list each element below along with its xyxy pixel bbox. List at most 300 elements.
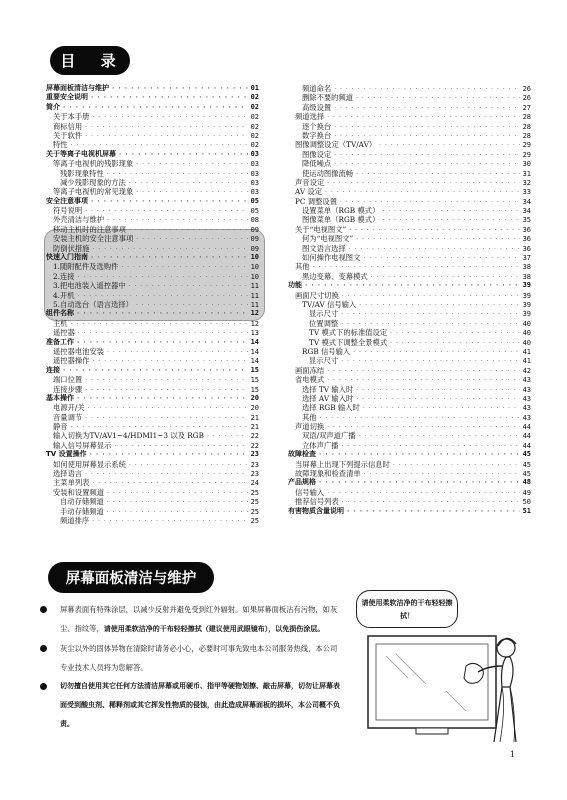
toc-entry [288, 375, 531, 384]
toc-entry [288, 262, 531, 271]
toc-entry-title: 当屏幕上出现下列提示信息时 [295, 459, 390, 469]
toc-entry-title: 连接 [46, 365, 60, 374]
toc-entry-page: 10 [250, 253, 259, 262]
toc-entry-title: 推荐信号列表 [295, 497, 339, 507]
bullet-text: 灰尘以外的固体异物在清除时请务必小心，必要时可事先致电本公司服务热线，本公司专业技术人员将为您解答。 [60, 644, 338, 672]
toc-entry [288, 507, 531, 516]
toc-entry-page: 21 [250, 423, 259, 432]
toc-entry [288, 450, 531, 459]
toc-entry-title: 外壳清洁与维护 [53, 215, 105, 225]
toc-entry-title: 主菜单列表 [53, 478, 90, 488]
toc-entry-page: 39 [522, 310, 531, 319]
toc-entry-title: 遥控器电池安装 [53, 346, 105, 356]
toc-entry [288, 93, 531, 102]
toc-entry-page: 09 [250, 235, 259, 244]
toc-entry [46, 394, 259, 403]
toc-entry [288, 366, 531, 375]
toc-entry-title: RGB 信号输入 [302, 346, 351, 356]
toc-entry-page: 03 [250, 160, 259, 169]
toc-entry-page: 36 [522, 235, 531, 244]
toc-entry-page: 48 [522, 478, 531, 487]
toc-entry-title: 商标信用 [53, 121, 83, 131]
toc-entry-title: 图像设定 [302, 149, 332, 159]
toc-leader-dots [91, 253, 248, 262]
toc-entry-page: 45 [522, 460, 531, 469]
toc-entry-title: 其他 [295, 262, 310, 272]
toc-entry [46, 131, 259, 140]
toc-entry [46, 375, 259, 384]
toc-entry-page: 13 [250, 329, 259, 338]
toc-entry-title: 静音 [53, 422, 68, 432]
callout-bubble: 请使用柔软洁净的干布轻轻擦拭！ [356, 590, 458, 628]
toc-entry [46, 206, 259, 215]
toc-entry [46, 291, 259, 300]
toc-entry-title: 如何使用屏幕显示系统 [53, 459, 126, 469]
toc-entry [46, 244, 259, 253]
toc-leader-dots [77, 394, 248, 403]
toc-entry-title: 频道排序 [60, 515, 90, 525]
toc-entry-title: 等离子电视机的常见现象 [53, 187, 134, 197]
toc-entry-page: 10 [250, 272, 259, 281]
toc-entry [288, 469, 531, 478]
bullet-icon [40, 606, 47, 613]
toc-entry-page: 09 [250, 225, 259, 234]
toc-entry [46, 497, 259, 506]
toc-entry [46, 215, 259, 224]
toc-entry-page: 23 [250, 450, 259, 459]
toc-entry-page: 02 [250, 122, 259, 131]
toc-entry-page: 34 [522, 197, 531, 206]
toc-entry-title: 简介 [46, 102, 60, 111]
toc-entry-title: TV 模式下调整全景模式 [309, 337, 388, 347]
toc-entry [46, 460, 259, 469]
toc-entry [46, 197, 259, 206]
toc-entry-page: 28 [522, 113, 531, 122]
toc-entry-title: 音量调节 [53, 412, 83, 422]
toc-entry [288, 328, 531, 337]
toc-entry [46, 422, 259, 431]
toc-entry-page: 42 [522, 366, 531, 375]
bullet-text-bold: 请使用柔软洁净的干布轻轻擦拭（建议使用武眼镜布），以免损伤涂层。 [103, 625, 325, 633]
toc-entry [46, 450, 259, 459]
toc-title: 目 录 [50, 46, 130, 75]
toc-entry-page: 15 [250, 376, 259, 385]
toc-entry-title: 如何操作电视图文 [302, 253, 361, 263]
bullet-text: 屏幕表面有特殊涂层，以减少反射并避免受到红外辐射。如果屏幕面板沾有污物，如灰尘、指纹等， [60, 605, 338, 633]
toc-entry-page: 26 [522, 85, 531, 93]
toc-entry [46, 347, 259, 356]
toc-entry-page: 02 [250, 102, 259, 111]
toc-entry-page: 51 [522, 506, 531, 515]
toc-entry [288, 131, 531, 140]
toc-entry-title: 选择语言 [53, 469, 83, 479]
toc-entry-title: 关于等离子电视机屏幕 [46, 149, 116, 158]
toc-entry-title: 选择 RGB 输入时 [302, 403, 360, 413]
toc-entry-page: 34 [522, 207, 531, 216]
toc-leader-dots [319, 478, 520, 487]
toc-entry-title: 数字换台 [302, 130, 332, 140]
toc-entry [46, 112, 259, 121]
toc-entry-title: 输入信号屏幕显示 [53, 440, 112, 450]
toc-leader-dots [63, 366, 248, 375]
toc-entry-page: 39 [522, 300, 531, 309]
toc-entry [46, 281, 259, 290]
toc-entry-page: 08 [250, 216, 259, 225]
toc-entry-title: 关于本手册 [53, 112, 90, 122]
toc-entry [46, 309, 259, 318]
toc-entry-title: 关于软件 [53, 130, 83, 140]
toc-entry-title: 频道选择 [295, 112, 325, 122]
toc-entry-page: 37 [522, 254, 531, 263]
toc-entry [46, 300, 259, 309]
toc-entry-title: 故障现象和检查清单 [295, 469, 361, 479]
toc-entry-title: 产品规格 [288, 478, 316, 487]
toc-entry [46, 159, 259, 168]
bullet-item [40, 639, 340, 677]
toc-entry-page: 12 [250, 309, 259, 318]
toc-entry [46, 178, 259, 187]
toc-entry [288, 300, 531, 309]
toc-entry-page: 22 [250, 432, 259, 441]
toc-entry-title: 遥控器操作 [53, 356, 90, 366]
toc-entry-title: 故障检查 [288, 450, 316, 459]
toc-entry [288, 159, 531, 168]
toc-entry-title: 4.开机 [53, 290, 75, 300]
toc-entry [288, 356, 531, 365]
toc-entry [288, 497, 531, 506]
toc-right-column [288, 84, 531, 516]
toc-entry-page: 02 [250, 131, 259, 140]
toc-entry [288, 431, 531, 440]
toc-entry-title: 位置调整 [309, 318, 339, 328]
toc-entry-title: 信号输入 [295, 487, 325, 497]
toc-entry-page: 45 [522, 450, 531, 459]
toc-entry-page: 43 [522, 394, 531, 403]
toc-entry-title: 设置菜单（RGB 模式） [302, 206, 380, 216]
toc-entry-page: 29 [522, 141, 531, 150]
toc-entry-page: 40 [522, 319, 531, 328]
toc-entry-page: 03 [250, 188, 259, 197]
toc-entry [288, 122, 531, 131]
toc-entry-page: 05 [250, 196, 259, 205]
toc-entry [288, 291, 531, 300]
toc-entry [288, 394, 531, 403]
toc-entry-page: 40 [522, 338, 531, 347]
toc-entry-title: 准备工作 [46, 337, 74, 346]
toc-entry [46, 441, 259, 450]
toc-entry-page: 32 [522, 178, 531, 187]
toc-entry [46, 234, 259, 243]
toc-entry-title: 有害物质含量说明 [288, 506, 344, 515]
toc-leader-dots [92, 517, 247, 526]
toc-entry [46, 366, 259, 375]
toc-entry-title: 画面尺寸切换 [295, 290, 339, 300]
toc-entry-title: 频道命名 [302, 84, 332, 93]
toc-entry-page: 28 [522, 131, 531, 140]
toc-entry [288, 234, 531, 243]
toc-entry-page: 38 [522, 263, 531, 272]
toc-entry [288, 403, 531, 412]
toc-entry-title: 何为“电视图文” [302, 234, 354, 244]
toc-entry-page: 44 [522, 423, 531, 432]
toc-entry [46, 516, 259, 525]
toc-entry-page: 44 [522, 432, 531, 441]
toc-entry-title: 关于“电视图文” [295, 224, 347, 234]
toc-left-column [46, 84, 259, 525]
toc-entry-page: 14 [250, 347, 259, 356]
toc-entry-title: 显示尺寸 [309, 309, 339, 319]
toc-entry-page: 44 [522, 441, 531, 450]
toc-entry-title: 特性 [53, 140, 68, 150]
toc-entry-page: 20 [250, 404, 259, 413]
toc-leader-dots [319, 450, 520, 459]
toc-leader-dots [77, 338, 248, 347]
toc-entry-title: 5.自动选台（语言选择） [53, 299, 133, 309]
toc-entry-page: 05 [250, 207, 259, 216]
toc-entry-page: 02 [250, 93, 259, 102]
toc-entry [46, 93, 259, 102]
toc-entry-title: 图像调整设定（TV/AV） [295, 140, 377, 150]
toc-entry-page: 31 [522, 169, 531, 178]
toc-entry-title: 高级设置 [302, 102, 332, 112]
toc-leader-dots [91, 197, 248, 206]
toc-entry-page: 01 [250, 84, 259, 92]
toc-entry-page: 21 [250, 413, 259, 422]
toc-entry [288, 347, 531, 356]
toc-entry [288, 460, 531, 469]
toc-entry [288, 140, 531, 149]
toc-entry-page: 22 [250, 441, 259, 450]
toc-entry-page: 15 [250, 385, 259, 394]
toc-entry-title: 使运动图像流畅 [302, 168, 354, 178]
toc-entry [46, 169, 259, 178]
toc-entry [288, 413, 531, 422]
toc-entry-page: 25 [250, 498, 259, 507]
toc-entry-page: 03 [250, 169, 259, 178]
toc-entry [46, 507, 259, 516]
toc-entry-title: 重要安全说明 [46, 93, 88, 102]
toc-entry-page: 50 [522, 498, 531, 507]
toc-entry-title: 安装主机的安全注意事项 [53, 234, 134, 244]
toc-entry-title: 降低噪点 [302, 159, 332, 169]
toc-entry-title: 电源开/关 [53, 403, 85, 413]
toc-entry-title: 遥控器 [53, 328, 75, 338]
toc-entry [288, 169, 531, 178]
bullet-text: 切勿擅自使用其它任何方法清洁屏幕或用硬币、指甲等硬物划擦、敲击屏幕，切勿让屏幕表面受到酸虫剂、稀释剂或其它挥发性物质的侵蚀，由此造成屏幕面板的损坏，本公司概不负责。 [60, 682, 340, 728]
toc-leader-dots [63, 103, 248, 112]
toc-entry [288, 187, 531, 196]
toc-entry [46, 385, 259, 394]
toc-entry-page: 10 [250, 263, 259, 272]
toc-entry [46, 469, 259, 478]
toc-entry-title: 黑边变幕、变幕模式 [302, 271, 368, 281]
toc-entry-title: 自动存储频道 [60, 497, 104, 507]
toc-entry-page: 41 [522, 347, 531, 356]
toc-entry-page: 11 [250, 291, 259, 300]
toc-entry-title: 3.把电池装入遥控器中 [53, 281, 126, 291]
toc-entry-page: 03 [250, 178, 259, 187]
toc-entry-page: 20 [250, 393, 259, 402]
toc-entry-title: 输入切换为TV/AV1~4/HDMI1~3 以及 RGB [53, 431, 204, 441]
toc-entry-page: 43 [522, 385, 531, 394]
toc-entry-page: 14 [250, 357, 259, 366]
toc-entry [46, 403, 259, 412]
toc-entry [288, 225, 531, 234]
toc-entry-page: 02 [250, 113, 259, 122]
toc-entry-title: 逐个换台 [302, 121, 332, 131]
toc-entry-title: 1.随附配件及选购件 [53, 262, 119, 272]
toc-entry-title: TV/AV 信号输入 [302, 299, 357, 309]
toc-entry [46, 338, 259, 347]
toc-entry-title: 基本操作 [46, 393, 74, 402]
toc-entry [46, 262, 259, 271]
toc-entry [288, 281, 531, 290]
toc-entry-page: 24 [250, 479, 259, 488]
toc-entry-title: TV 设置操作 [46, 450, 87, 459]
toc-entry [46, 253, 259, 262]
toc-entry-title: 安装和设置频道 [53, 487, 105, 497]
toc-entry-title: 选择 TV 输入时 [302, 384, 354, 394]
toc-entry-page: 30 [522, 160, 531, 169]
toc-entry [46, 122, 259, 131]
toc-entry-page: 02 [250, 141, 259, 150]
toc-entry [46, 488, 259, 497]
toc-entry-page: 33 [522, 188, 531, 197]
toc-entry [288, 385, 531, 394]
toc-entry-page: 38 [522, 272, 531, 281]
toc-entry-title: 快速入门指南 [46, 253, 88, 262]
toc-entry-page: 15 [250, 365, 259, 374]
toc-entry-page: 35 [522, 216, 531, 225]
toc-entry [46, 140, 259, 149]
toc-entry [46, 478, 259, 487]
toc-entry-page: 14 [250, 337, 259, 346]
toc-entry-title: 功能 [288, 281, 302, 290]
toc-entry-title: 屏幕面板清洁与维护 [46, 84, 109, 92]
toc-entry [288, 215, 531, 224]
toc-entry-title: 2.连接 [53, 271, 75, 281]
toc-entry-page: 41 [522, 357, 531, 366]
toc-entry-title: 其他 [302, 412, 317, 422]
toc-entry-page: 23 [250, 470, 259, 479]
toc-entry [46, 319, 259, 328]
bullet-icon [40, 645, 47, 652]
toc-entry-page: 23 [250, 460, 259, 469]
toc-entry [46, 413, 259, 422]
toc-entry-page: 29 [522, 150, 531, 159]
bullet-item [40, 600, 340, 639]
toc-entry [288, 488, 531, 497]
toc-entry-title: 端口位置 [53, 375, 83, 385]
toc-entry-title: 图像菜单（RGB 模式） [302, 215, 380, 225]
toc-entry [46, 225, 259, 234]
toc-entry [46, 431, 259, 440]
toc-entry [288, 319, 531, 328]
toc-leader-dots [77, 309, 248, 318]
toc-entry-page: 03 [250, 149, 259, 158]
toc-entry-page: 25 [250, 488, 259, 497]
toc-entry [288, 103, 531, 112]
toc-entry-title: 显示尺寸 [309, 356, 339, 366]
toc-entry-page: 26 [522, 94, 531, 103]
toc-leader-dots [119, 150, 248, 159]
toc-entry [288, 422, 531, 431]
toc-entry-page: 39 [522, 281, 531, 290]
toc-entry-page: 09 [250, 244, 259, 253]
toc-leader-dots [112, 84, 248, 93]
toc-entry [288, 478, 531, 487]
toc-leader-dots [91, 93, 248, 102]
toc-entry-page: 36 [522, 225, 531, 234]
toc-entry [46, 103, 259, 112]
toc-entry [46, 84, 259, 93]
toc-entry-page: 27 [522, 103, 531, 112]
toc-entry-page: 49 [522, 488, 531, 497]
toc-entry-title: TV 模式下的标准值设定 [309, 328, 388, 338]
care-instructions [40, 600, 340, 734]
toc-entry [288, 309, 531, 318]
toc-entry [288, 197, 531, 206]
toc-entry-page: 40 [522, 329, 531, 338]
toc-entry-title: 选择 AV 输入时 [302, 393, 354, 403]
toc-entry-title: 连接步骤 [53, 384, 83, 394]
section-title: 屏幕面板清洁与维护 [48, 562, 214, 593]
toc-entry-title: 等离子电视机的残影现象 [53, 159, 134, 169]
toc-entry-title: AV 设定 [295, 187, 323, 197]
toc-entry [288, 272, 531, 281]
toc-entry-page: 11 [250, 282, 259, 291]
toc-leader-dots [90, 450, 248, 459]
toc-entry [288, 84, 531, 93]
bullet-item [40, 677, 340, 734]
toc-entry-title: 主机 [53, 318, 68, 328]
toc-entry-page: 28 [522, 122, 531, 131]
toc-entry-page: 12 [250, 319, 259, 328]
toc-entry-title: 安全注意事项 [46, 196, 88, 205]
toc-entry-title: 画面冻结 [295, 365, 325, 375]
toc-entry-title: 符号说明 [53, 206, 83, 216]
toc-entry [46, 150, 259, 159]
toc-entry [288, 150, 531, 159]
toc-entry-page: 36 [522, 244, 531, 253]
toc-entry [288, 112, 531, 121]
toc-leader-dots [347, 507, 520, 516]
toc-entry [288, 206, 531, 215]
toc-entry-title: 手动存储频道 [60, 506, 104, 516]
toc-entry-title: 图文语言选择 [302, 243, 346, 253]
toc-entry-title: 残影现象特性 [60, 168, 104, 178]
bullet-icon [40, 683, 47, 690]
toc-entry [46, 356, 259, 365]
toc-entry-page: 25 [250, 516, 259, 525]
toc-entry [288, 441, 531, 450]
toc-entry-title: 删除不要的频道 [302, 93, 354, 103]
toc-entry [288, 253, 531, 262]
toc-entry-title: 省电模式 [295, 375, 325, 385]
toc-entry [288, 338, 531, 347]
toc-entry-title: PC 调整设置 [295, 196, 337, 206]
page-number: 1 [510, 750, 516, 759]
toc-entry-page: 45 [522, 470, 531, 479]
toc-entry-page: 25 [250, 507, 259, 516]
toc-entry [288, 244, 531, 253]
toc-entry-page: 39 [522, 291, 531, 300]
toc-entry-page: 43 [522, 376, 531, 385]
toc-entry-title: 移动主机时的注意事项 [53, 224, 126, 234]
toc-entry [46, 187, 259, 196]
toc-entry-title: 立体声广播 [302, 440, 339, 450]
toc-entry [288, 178, 531, 187]
